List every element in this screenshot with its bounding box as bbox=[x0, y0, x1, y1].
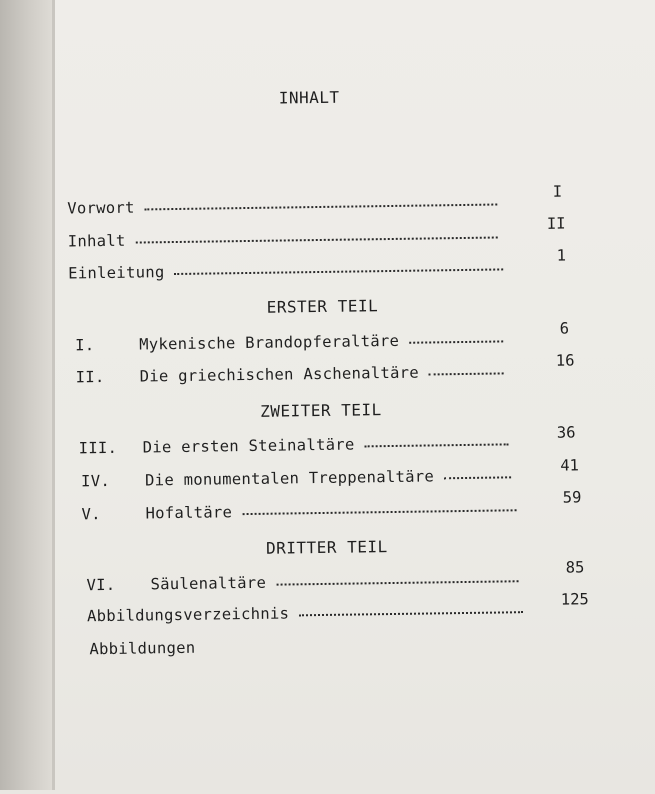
toc-entry-chapter-1 bbox=[75, 330, 513, 358]
page-number: 1 bbox=[556, 246, 567, 265]
toc-entry-einleitung bbox=[68, 258, 513, 286]
dot-leader bbox=[145, 203, 498, 211]
toc-entry-chapter-3 bbox=[79, 433, 519, 461]
part-heading: DRITTER TEIL bbox=[265, 537, 388, 558]
chapter-number: VI. bbox=[86, 575, 116, 595]
entry-label: Die ersten Steinaltäre bbox=[142, 435, 355, 457]
entry-label: Abbildungsverzeichnis bbox=[86, 604, 290, 626]
entry-label: Die griechischen Aschenaltäre bbox=[139, 363, 420, 386]
entry-label: Inhalt bbox=[67, 231, 126, 251]
dot-leader bbox=[409, 339, 503, 343]
entry-label: Säulenaltäre bbox=[150, 573, 267, 594]
entry-label: Mykenische Brandopferaltäre bbox=[139, 331, 400, 354]
entry-label: Vorwort bbox=[67, 198, 135, 218]
page-number: II bbox=[546, 214, 566, 233]
dot-leader bbox=[136, 236, 498, 244]
dot-leader bbox=[175, 267, 504, 275]
entry-label: Hofaltäre bbox=[145, 503, 233, 523]
chapter-number: III. bbox=[78, 438, 118, 458]
dot-leader bbox=[365, 442, 509, 447]
page-number: 85 bbox=[565, 558, 585, 577]
chapter-number: II. bbox=[75, 368, 105, 387]
chapter-number: I. bbox=[75, 336, 95, 355]
toc-entry-chapter-2 bbox=[76, 362, 514, 390]
page-number: 59 bbox=[562, 488, 582, 507]
dot-leader bbox=[429, 371, 504, 375]
toc-entry-chapter-6 bbox=[86, 570, 528, 598]
chapter-number: V. bbox=[81, 505, 101, 524]
toc-entry-abbildungen bbox=[89, 637, 289, 662]
dot-leader bbox=[242, 508, 516, 515]
page-number: 41 bbox=[560, 456, 580, 475]
page-number: 125 bbox=[560, 590, 589, 609]
part-heading: ZWEITER TEIL bbox=[260, 400, 382, 421]
dot-leader bbox=[444, 475, 511, 479]
chapter-number: IV. bbox=[80, 471, 111, 491]
dot-leader bbox=[299, 610, 523, 616]
page-title: INHALT bbox=[278, 87, 340, 108]
toc-entry-vorwort bbox=[67, 193, 507, 221]
toc-entry-chapter-5 bbox=[81, 499, 526, 527]
page-number: 16 bbox=[555, 351, 575, 370]
entry-label: Abbildungen bbox=[89, 638, 196, 659]
toc-entry-chapter-4 bbox=[81, 466, 521, 494]
part-heading: ERSTER TEIL bbox=[266, 296, 379, 317]
entry-label: Einleitung bbox=[68, 263, 165, 283]
dot-leader bbox=[276, 579, 518, 585]
entry-label: Die monumentalen Treppenaltäre bbox=[144, 467, 435, 490]
toc-entry-abbildungsverzeichnis bbox=[87, 601, 533, 629]
page-number: I bbox=[552, 182, 563, 201]
page-number: 6 bbox=[559, 319, 570, 338]
toc-entry-inhalt bbox=[68, 226, 508, 254]
page-number: 36 bbox=[556, 423, 576, 442]
